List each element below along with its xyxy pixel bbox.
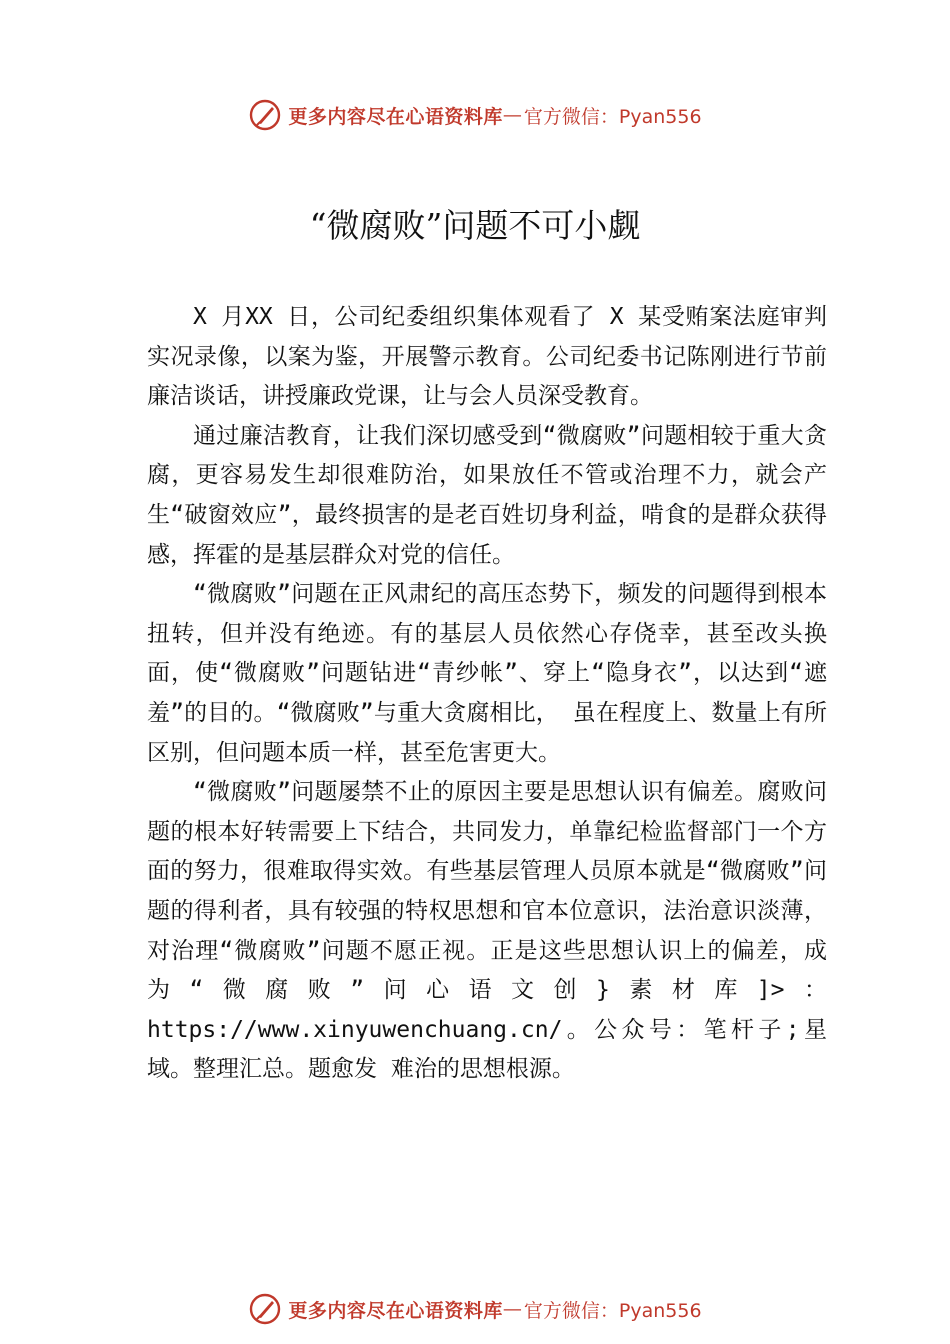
header-separator: —	[502, 104, 522, 126]
footer-wechat-text: 官方微信：Pyan556	[523, 1299, 702, 1322]
header-wechat-text: 官方微信：Pyan556	[523, 105, 702, 128]
header-site-text: 更多内容尽在心语资料库	[288, 105, 503, 128]
paragraph-3: “微腐败”问题在正风肃纪的高压态势下，频发的问题得到根本扭转，但并没有绝迹。有的基层人员依然心存侥幸，甚至改头换面，使“微腐败”问题钻进“青纱帐”、穿上“隐身衣”，以达到“遮羞”的目的。“微腐败”与重大贪腐相比， 虽在程度上、数量上有所区别，但问题本质一样，甚至危害更大。	[147, 581, 827, 766]
footer-site-text: 更多内容尽在心语资料库	[288, 1299, 503, 1322]
paragraph-1: X 月XX 日，公司纪委组织集体观看了 X 某受贿案法庭审判实况录像，以案为鉴，开展警示教育。公司纪委书记陈刚进行节前廉洁谈话，讲授廉政党课，让与会人员深受教育。	[147, 304, 827, 410]
paragraph-2: 通过廉洁教育，让我们深切感受到“微腐败”问题相较于重大贪腐，更容易发生却很难防治，如果放任不管或治理不力，就会产生“破窗效应”，最终损害的是老百姓切身利益，啃食的是群众获得感，挥霍的是基层群众对党的信任。	[147, 422, 827, 568]
document-body	[147, 298, 827, 1090]
quill-logo-icon	[248, 1292, 282, 1326]
quill-logo-icon	[248, 98, 282, 132]
footer-banner	[0, 1289, 950, 1329]
paragraph-4: “微腐败”问题屡禁不止的原因主要是思想认识有偏差。腐败问题的根本好转需要上下结合，共同发力，单靠纪检监督部门一个方面的努力，很难取得实效。有些基层管理人员原本就是“微腐败”问题的得利者，具有较强的特权思想和官本位意识，法治意识淡薄，对治理“微腐败”问题不愿正视。正是这些思想认识上的偏差，成为“微腐败”问心语文创}素材库]>：https://www.xinyuwenchuang.cn/。公众号：笔杆子;星域。整理汇总。题愈发 难治的思想根源。	[147, 779, 827, 1083]
footer-separator: —	[502, 1298, 522, 1320]
header-banner	[0, 95, 950, 135]
document-title: “微腐败”问题不可小觑	[309, 206, 641, 245]
